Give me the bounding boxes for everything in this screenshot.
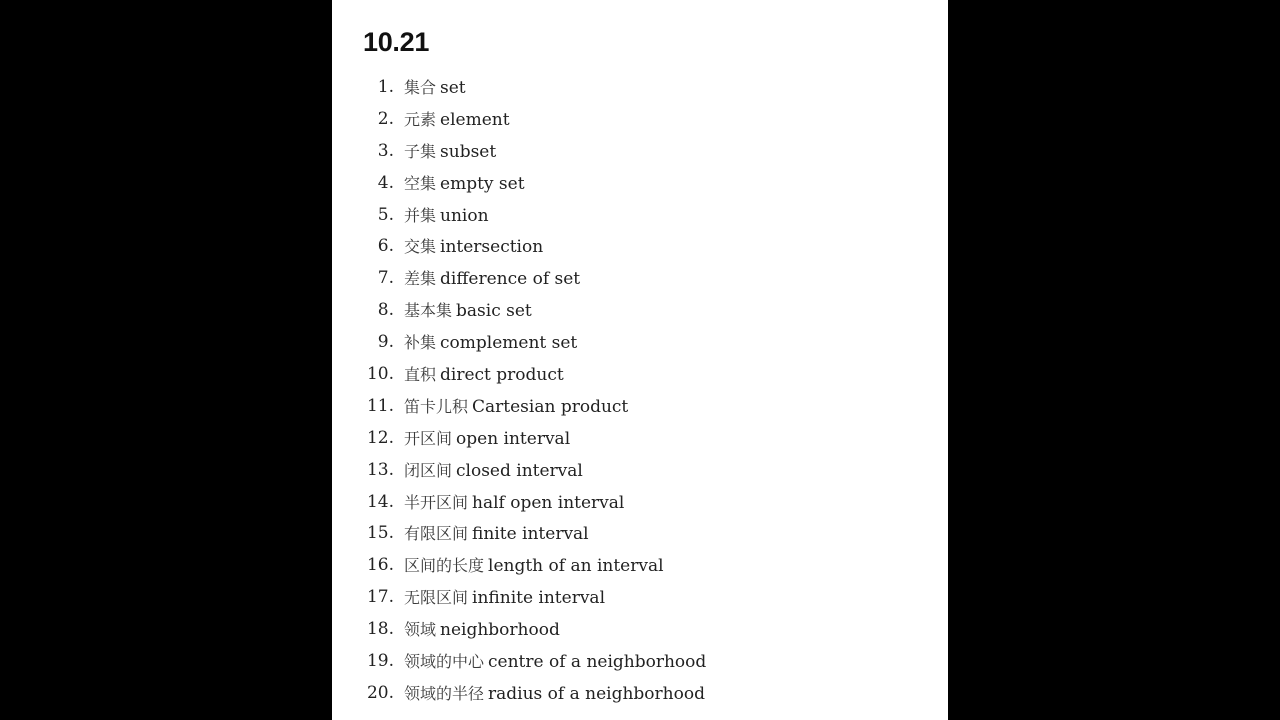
list-item-number: 3. (377, 140, 394, 161)
list-item-term (404, 582, 605, 615)
list-item-number: 10. (366, 364, 394, 385)
list-item-number: 13. (366, 459, 394, 480)
list-item-number: 20. (366, 682, 394, 703)
list-item-number: 16. (366, 555, 394, 576)
term-english: neighborhood (440, 620, 560, 641)
term-chinese: 差集 (404, 269, 437, 289)
list-item-number: 19. (366, 651, 394, 672)
list-item-number: 12. (366, 427, 394, 448)
list-item-term (404, 263, 580, 296)
list-item-term (404, 455, 583, 488)
term-chinese: 闭区间 (404, 460, 453, 480)
term-english: complement set (440, 333, 578, 354)
term-english: union (440, 205, 489, 226)
list-item-term (404, 423, 570, 456)
list-item-term (404, 391, 628, 424)
term-english: subset (440, 141, 497, 162)
term-chinese: 元素 (404, 109, 437, 129)
list-item-number: 5. (377, 204, 394, 225)
term-english: infinite interval (472, 588, 606, 609)
term-chinese: 笛卡儿积 (404, 396, 469, 416)
list-item-number: 4. (377, 172, 394, 193)
term-chinese: 并集 (404, 205, 437, 225)
term-english: centre of a neighborhood (488, 652, 707, 673)
term-english: element (440, 109, 510, 130)
term-english: set (440, 78, 466, 98)
term-chinese: 直积 (404, 365, 437, 385)
list-item-term (404, 550, 664, 583)
term-chinese: 无限区间 (404, 588, 469, 608)
list-item-term (404, 646, 706, 679)
term-english: intersection (440, 237, 544, 258)
term-chinese: 基本集 (404, 301, 453, 321)
list-item-term (404, 487, 624, 520)
term-english: open interval (456, 428, 571, 449)
list-item-number: 9. (377, 332, 394, 353)
term-english: length of an interval (488, 556, 664, 577)
term-english: direct product (440, 365, 564, 386)
term-english: difference of set (440, 269, 581, 290)
term-chinese: 子集 (404, 141, 437, 161)
term-chinese: 集合 (404, 78, 437, 97)
list-item-number: 7. (377, 268, 394, 289)
term-chinese: 空集 (404, 173, 437, 193)
list-item-number: 14. (366, 491, 394, 512)
list-item-term (404, 72, 466, 105)
term-chinese: 领域的半径 (404, 683, 485, 703)
list-item-number: 1. (377, 77, 394, 97)
list-item-number: 8. (377, 300, 394, 321)
term-chinese: 半开区间 (404, 492, 469, 512)
list-item-number: 6. (377, 236, 394, 257)
term-chinese: 领域的中心 (404, 652, 485, 672)
list-item-term (404, 231, 543, 264)
list-item-term (404, 200, 489, 233)
list-item-term (404, 518, 589, 551)
list-item-term (404, 136, 496, 169)
term-chinese: 交集 (404, 237, 437, 257)
list-item-term (404, 614, 560, 647)
term-chinese: 补集 (404, 333, 437, 353)
list-item-term (404, 678, 705, 711)
list-item-term (404, 295, 532, 328)
term-english: closed interval (456, 460, 583, 481)
term-chinese: 领域 (404, 620, 437, 640)
document-page (332, 0, 948, 720)
term-english: empty set (440, 173, 525, 194)
term-chinese: 有限区间 (404, 524, 469, 544)
list-item-number: 18. (366, 619, 394, 640)
page-title: 10.21 (363, 27, 430, 57)
term-chinese: 区间的长度 (404, 556, 485, 576)
term-english: basic set (456, 301, 532, 322)
list-item-term (404, 168, 525, 201)
list-item-term (404, 104, 510, 137)
term-english: radius of a neighborhood (488, 683, 705, 704)
list-item-number: 15. (366, 523, 394, 544)
list-item-number: 2. (377, 108, 394, 129)
list-item-term (404, 327, 577, 360)
list-item-term (404, 359, 564, 392)
list-item-number: 17. (366, 587, 394, 608)
term-english: half open interval (472, 492, 625, 513)
term-chinese: 开区间 (404, 428, 453, 448)
term-english: Cartesian product (472, 396, 629, 417)
term-english: finite interval (472, 524, 589, 545)
list-item-number: 11. (366, 395, 394, 416)
